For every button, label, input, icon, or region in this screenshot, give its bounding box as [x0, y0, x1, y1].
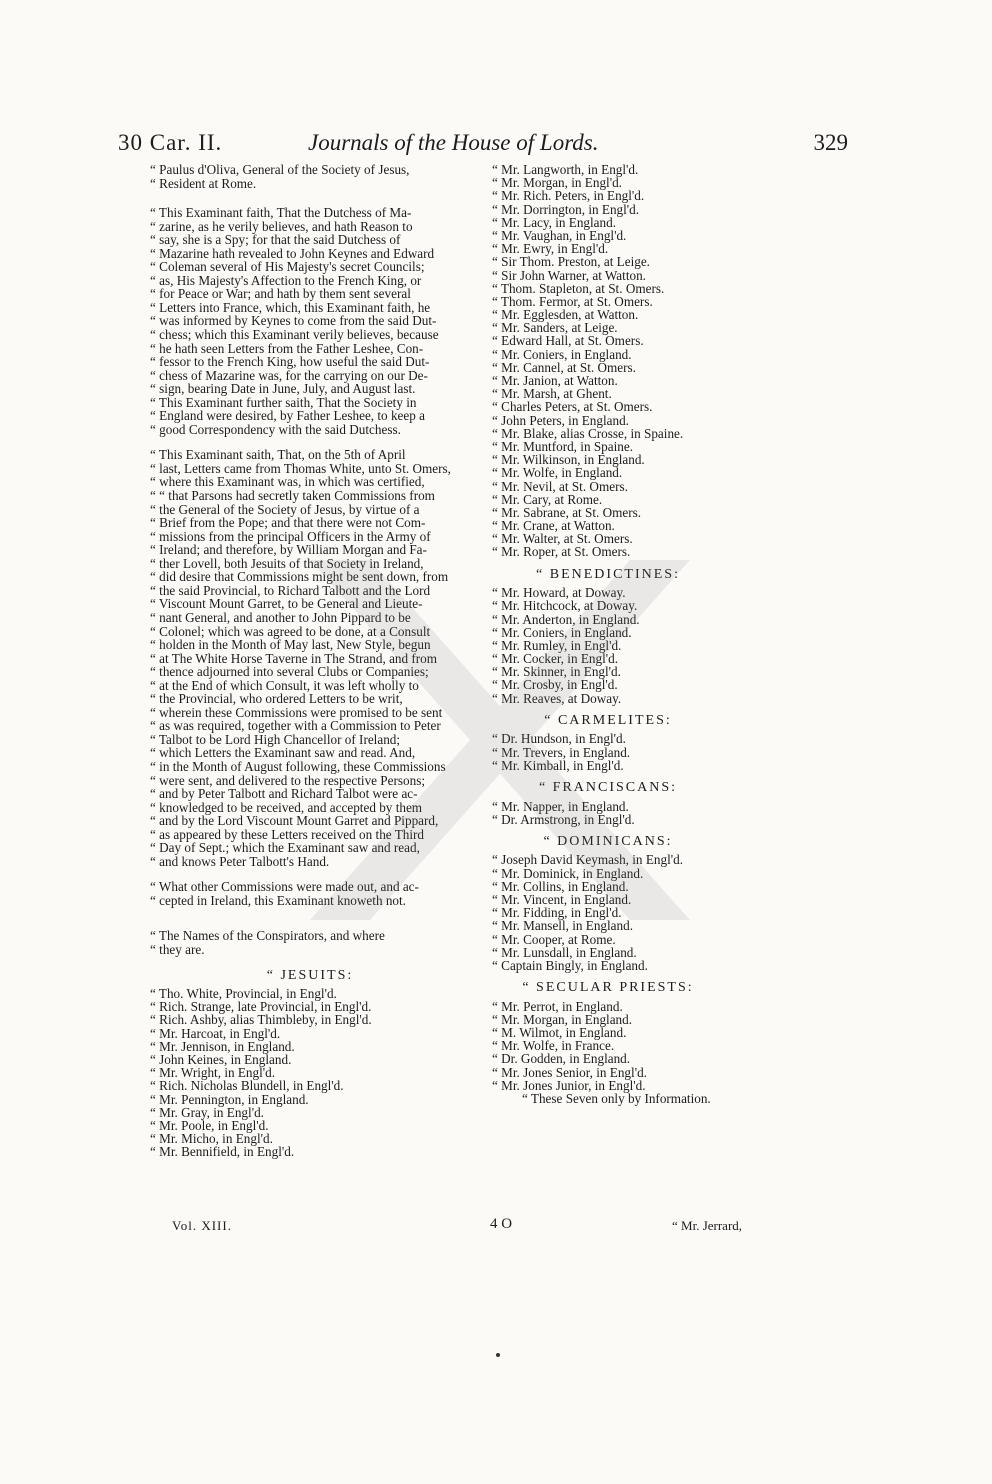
list-item: “ Mr. Perrot, in England. [492, 998, 623, 1014]
list-item: “ Dr. Armstrong, in Engl'd. [492, 811, 635, 827]
opening-lines [150, 163, 470, 190]
text-line: “ ther Lovell, both Jesuits of that Society in Ireland, [150, 555, 424, 571]
list-item: “ Edward Hall, at St. Omers. [492, 333, 644, 349]
text-line: “ was informed by Keynes to come from the said Dut- [150, 313, 437, 329]
list-item: “ Mr. Cannel, at St. Omers. [492, 359, 636, 375]
section-heading-jesuits: “ JESUITS: [266, 967, 354, 983]
paragraph-conspirators [150, 929, 470, 956]
text-line: “ This Examinant saith, That, on the 5th of April [150, 447, 406, 463]
list-item: “ Mr. Reaves, at Doway. [492, 690, 622, 706]
page-number: 329 [813, 130, 848, 155]
list-item: “ Mr. Micho, in Engl'd. [150, 1131, 273, 1147]
list-item: “ Mr. Muntford, in Spaine. [492, 438, 634, 454]
benedictines-list [492, 586, 724, 705]
text-line: “ nant General, and another to John Pippard to be [150, 609, 411, 625]
text-line: “ as appeared by these Letters received on the Third [150, 826, 425, 842]
text-line: “ Colonel; which was agreed to be done, at a Consult [150, 623, 431, 639]
paragraph-mazarine [150, 206, 470, 436]
text-line: “ which Letters the Examinant saw and read. And, [150, 745, 416, 761]
text-line: “ This Examinant further saith, That the Society in [150, 394, 417, 410]
paragraph-other-commissions [150, 880, 470, 907]
list-item: “ Mr. Jones Senior, in Engl'd. [492, 1064, 647, 1080]
list-item: “ M. Wilmot, in England. [492, 1025, 627, 1041]
list-item: “ Mr. Morgan, in England. [492, 1011, 633, 1027]
list-item: “ Mr. Vincent, in England. [492, 892, 632, 907]
list-item: “ Mr. Fidding, in Engl'd. [492, 905, 622, 921]
text-line: “ Mazarine hath revealed to John Keynes and Edward [150, 245, 435, 261]
list-item: “ Mr. Blake, alias Crosse, in Spaine. [492, 425, 684, 441]
list-item: “ Mr. Cooper, at Rome. [492, 931, 616, 947]
secular-priests-list [492, 1000, 724, 1092]
list-item: “ Mr. Jennison, in England. [150, 1038, 295, 1054]
list-item: “ Mr. Bennifield, in Engl'd. [150, 1144, 295, 1160]
list-item: “ Mr. Lacy, in England. [492, 214, 617, 230]
list-item: “ Captain Bingly, in England. [492, 957, 648, 973]
list-item: “ Mr. Wolfe, in England. [492, 465, 623, 481]
text-line: “ The Names of the Conspirators, and where [150, 928, 385, 944]
text-line: “ knowledged to be received, and accepted by them [150, 799, 423, 815]
list-item: “ Mr. Coniers, in England. [492, 624, 632, 640]
text-line: “ say, she is a Spy; for that the said Dutchess of [150, 232, 401, 248]
list-item: “ Mr. Harcoat, in Engl'd. [150, 1025, 281, 1041]
header-regnal-year: 30 Car. II. [118, 130, 223, 155]
section-heading-secular-priests: “ SECULAR PRIESTS: [522, 980, 694, 996]
text-line: “ were sent, and delivered to the respective Persons; [150, 772, 426, 788]
text-line: “ the Provincial, who ordered Letters to be writ, [150, 691, 403, 707]
section-heading-franciscans: “ FRANCISCANS: [538, 779, 678, 795]
list-item: “ Thom. Stapleton, at St. Omers. [492, 280, 665, 296]
ink-speck [496, 1353, 500, 1357]
list-item: “ Mr. Rumley, in Engl'd. [492, 637, 622, 653]
list-item: “ Mr. Skinner, in Engl'd. [492, 664, 621, 680]
text-line: “ Ireland; and therefore, by William Morgan and Fa- [150, 542, 427, 558]
list-item: “ Mr. Ewry, in Engl'd. [492, 241, 609, 257]
list-item: “ Mr. Wolfe, in France. [492, 1038, 615, 1054]
jesuits-list-continued [492, 163, 724, 559]
list-item: “ Dr. Godden, in England. [492, 1051, 631, 1067]
list-item: “ Sir John Warner, at Watton. [492, 267, 646, 283]
text-line: “ they are. [150, 941, 205, 957]
list-item: “ Mr. Sabrane, at St. Omers. [492, 504, 642, 520]
list-item: “ Rich. Strange, late Provincial, in Engl'd. [150, 999, 372, 1015]
text-line: “ in the Month of August following, these Commissions [150, 758, 446, 774]
text-line: “ last, Letters came from Thomas White, unto St. Omers, [150, 460, 451, 476]
section-heading-benedictines: “ BENEDICTINES: [536, 566, 680, 582]
text-line: “ at The White Horse Taverne in The Strand, and from [150, 650, 438, 666]
list-item: “ Mr. Crane, at Watton. [492, 518, 615, 534]
text-line: “ What other Commissions were made out, and ac- [150, 879, 419, 895]
list-item: “ Mr. Anderton, in England. [492, 611, 640, 627]
list-item: “ Mr. Crosby, in Engl'd. [492, 677, 618, 693]
list-item: “ Mr. Howard, at Doway. [492, 585, 626, 601]
text-line: “ he hath seen Letters from the Father Leshee, Con- [150, 340, 424, 356]
page-header [118, 130, 848, 160]
franciscans-list [492, 800, 724, 826]
text-line: “ Letters into France, which, this Examinant faith, he [150, 299, 431, 315]
text-line: “ for Peace or War; and hath by them sent several [150, 286, 411, 302]
text-line: “ England were desired, by Father Leshee, to keep a [150, 408, 425, 424]
list-item: “ Mr. Jones Junior, in Engl'd. [492, 1077, 646, 1093]
list-item: “ Mr. Cocker, in Engl'd. [492, 651, 619, 667]
list-item: “ Thom. Fermor, at St. Omers. [492, 293, 653, 309]
text-line: “ Coleman several of His Majesty's secret Councils; [150, 259, 425, 275]
list-item: “ Mr. Rich. Peters, in Engl'd. [492, 188, 645, 204]
list-item: “ Joseph David Keymash, in Engl'd. [492, 852, 683, 868]
left-column [150, 163, 470, 1159]
list-item: “ Rich. Ashby, alias Thimbleby, in Engl'd. [150, 1012, 372, 1028]
footer-volume: Vol. XIII. [172, 1218, 232, 1233]
list-item: “ Mr. Trevers, in England. [492, 744, 631, 760]
list-item: “ Mr. Wright, in Engl'd. [150, 1065, 276, 1081]
list-item: “ Rich. Nicholas Blundell, in Engl'd. [150, 1078, 344, 1094]
paragraph-commissions [150, 448, 470, 868]
section-heading-dominicans: “ DOMINICANS: [543, 833, 673, 849]
list-item: “ Mr. Walter, at St. Omers. [492, 531, 633, 547]
text-line: “ and by Peter Talbott and Richard Talbot were ac- [150, 786, 418, 802]
text-line: “ where this Examinant was, in which was certified, [150, 474, 425, 490]
jesuits-list [150, 987, 470, 1158]
text-line: “ at the End of which Consult, it was left wholly to [150, 677, 419, 693]
list-item: “ Mr. Hitchcock, at Doway. [492, 598, 638, 614]
text-line: “ Brief from the Pope; and that there were not Com- [150, 515, 426, 531]
list-item: “ Mr. Egglesden, at Watton. [492, 307, 639, 323]
list-item: “ Mr. Poole, in Engl'd. [150, 1117, 269, 1133]
list-item: “ Mr. Dominick, in England. [492, 865, 644, 881]
list-item: “ Sir Thom. Preston, at Leige. [492, 254, 650, 270]
footer-signature-mark: 4 O [490, 1216, 513, 1232]
text-line: “ good Correspondency with the said Dutchess. [150, 421, 401, 437]
text-line: “ did desire that Commissions might be sent down, from [150, 569, 449, 585]
text-line: “ Viscount Mount Garret, to be General and Lieute- [150, 596, 423, 612]
text-line: “ missions from the principal Officers in the Army of [150, 528, 431, 544]
text-line: “ as was required, together with a Commission to Peter [150, 718, 441, 734]
text-line: “ chess; which this Examinant verily believes, because [150, 327, 439, 343]
list-item: “ Mr. Janion, at Watton. [492, 373, 618, 388]
text-line: “ the General of the Society of Jesus, by virtue of a [150, 501, 420, 517]
text-line: “ the said Provincial, to Richard Talbott and the Lord [150, 582, 431, 598]
list-item: “ Mr. Collins, in England. [492, 878, 629, 894]
list-item: “ Tho. White, Provincial, in Engl'd. [150, 986, 337, 1002]
list-item: “ Mr. Sanders, at Leige. [492, 320, 618, 336]
text-line: “ and knows Peter Talbott's Hand. [150, 853, 330, 869]
text-line: “ cepted in Ireland, this Examinant knoweth not. [150, 892, 406, 908]
text-line: “ Resident at Rome. [150, 175, 257, 191]
text-line: “ This Examinant faith, That the Dutchess of Ma- [150, 205, 412, 221]
list-item: “ Mr. Wilkinson, in England. [492, 452, 645, 468]
section-heading-carmelites: “ CARMELITES: [544, 712, 672, 728]
list-item: “ Mr. Kimball, in Engl'd. [492, 757, 624, 773]
list-item: “ Mr. Nevil, at St. Omers. [492, 478, 628, 494]
list-item: “ John Keines, in England. [150, 1052, 292, 1068]
list-item: “ Charles Peters, at St. Omers. [492, 399, 653, 415]
text-line: “ Day of Sept.; which the Examinant saw and read, [150, 840, 420, 856]
list-item: “ Mr. Mansell, in England. [492, 918, 634, 934]
list-item: “ Mr. Pennington, in England. [150, 1091, 309, 1107]
list-item: “ Mr. Marsh, at Ghent. [492, 386, 612, 402]
list-item: “ Mr. Napper, in England. [492, 798, 629, 814]
list-item: “ Mr. Vaughan, in Engl'd. [492, 227, 627, 243]
text-line: “ “ that Parsons had secretly taken Commissions from [150, 488, 435, 504]
list-item: “ Dr. Hundson, in Engl'd. [492, 731, 626, 747]
text-line: “ wherein these Commissions were promised to be sent [150, 704, 443, 720]
closing-note: “ These Seven only by Information. [522, 1090, 711, 1106]
list-item: “ John Peters, in England. [492, 412, 629, 428]
carmelites-list [492, 732, 724, 772]
text-line: “ Talbot to be Lord High Chancellor of Ireland; [150, 731, 401, 747]
text-line: “ sign, bearing Date in June, July, and August last. [150, 381, 416, 397]
text-line: “ chess of Mazarine was, for the carrying on our De- [150, 367, 428, 383]
right-column [492, 163, 724, 1105]
text-line: “ as, His Majesty's Affection to the French King, or [150, 272, 422, 288]
text-line: “ Paulus d'Oliva, General of the Society of Jesus, [150, 162, 410, 177]
text-line: “ thence adjourned into several Clubs or Companies; [150, 664, 429, 680]
list-item: “ Mr. Roper, at St. Omers. [492, 544, 631, 560]
header-title: Journals of the House of Lords. [308, 130, 599, 155]
text-line: “ holden in the Month of May last, New Style, begun [150, 637, 431, 653]
list-item: “ Mr. Langworth, in Engl'd. [492, 162, 639, 177]
text-line: “ zarine, as he verily believes, and hath Reason to [150, 218, 413, 234]
text-line: “ fessor to the French King, how useful the said Dut- [150, 354, 430, 370]
footer-catchword: “ Mr. Jerrard, [672, 1218, 743, 1233]
list-item: “ Mr. Cary, at Rome. [492, 491, 603, 507]
text-line: “ and by the Lord Viscount Mount Garret and Pippard, [150, 813, 439, 829]
list-item: “ Mr. Gray, in Engl'd. [150, 1104, 264, 1120]
list-item: “ Mr. Dorrington, in Engl'd. [492, 201, 640, 217]
list-item: “ Mr. Morgan, in Engl'd. [492, 175, 622, 191]
list-item: “ Mr. Lunsdall, in England. [492, 944, 637, 960]
list-item: “ Mr. Coniers, in England. [492, 346, 632, 362]
dominicans-list [492, 853, 724, 972]
